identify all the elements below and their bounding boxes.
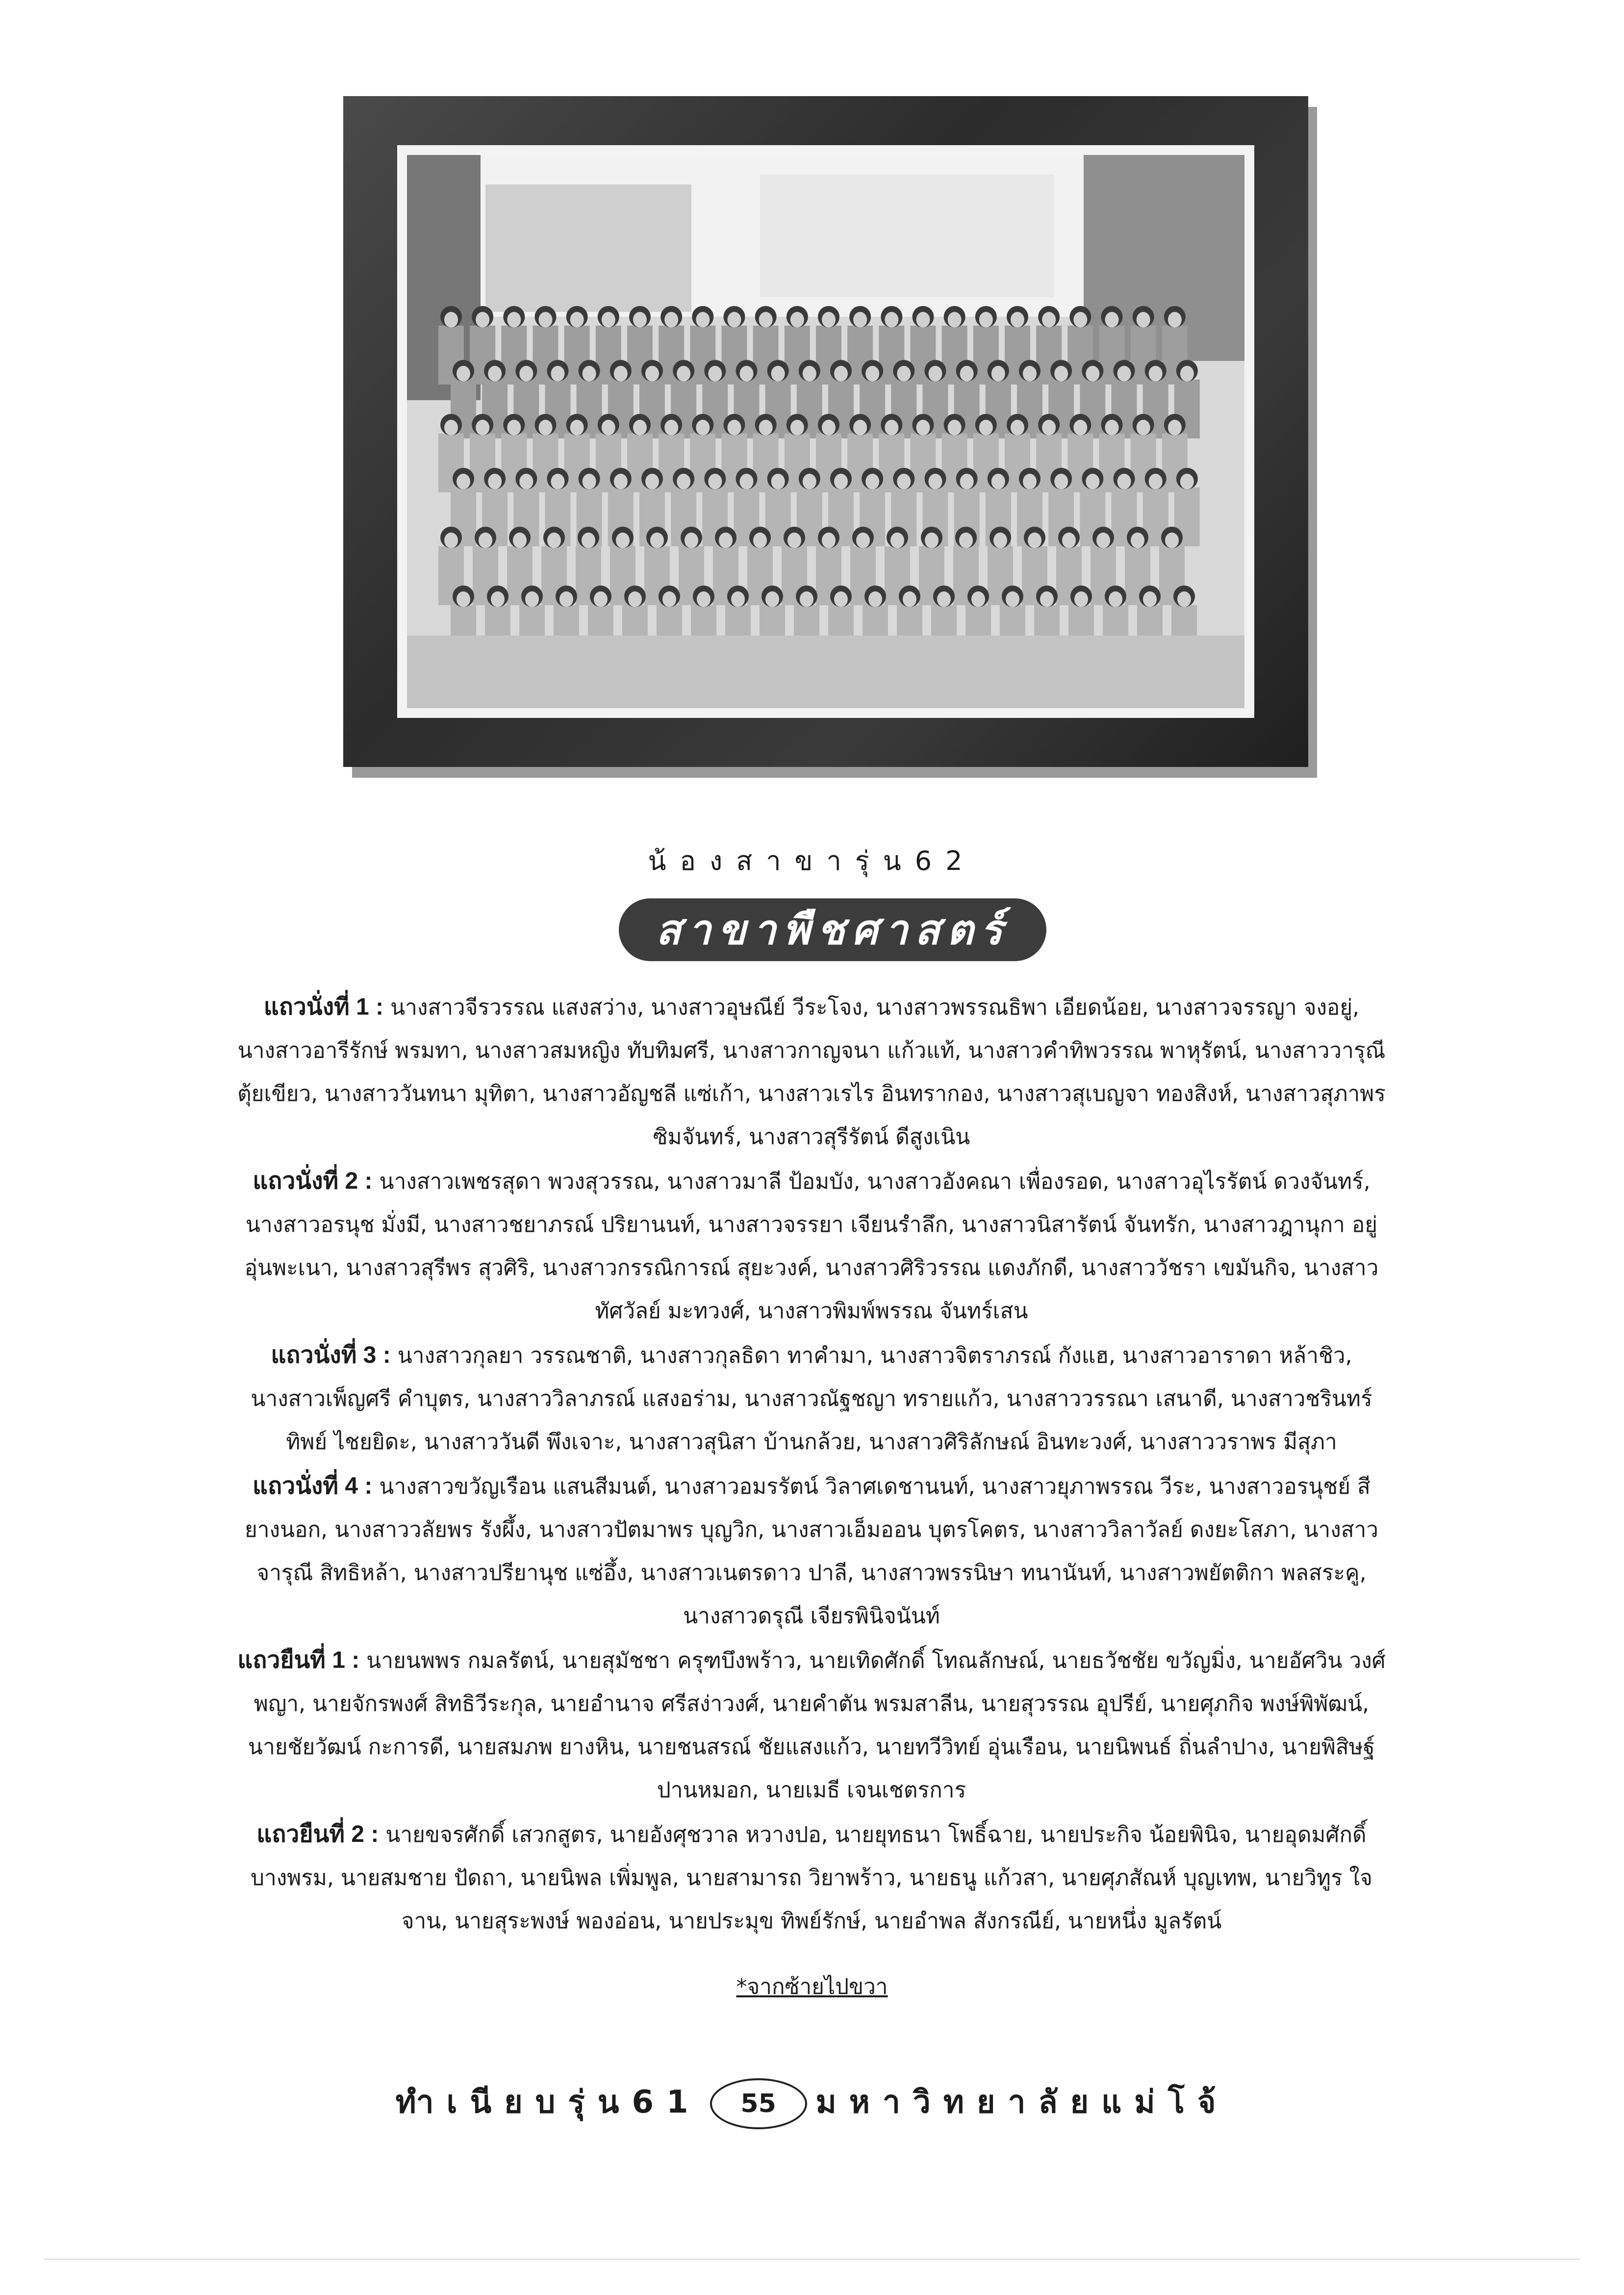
row-label: แถวยืนที่ 2 :	[256, 1821, 379, 1847]
row-names: นายขจรศักดิ์ เสวกสูตร, นายอังศุชวาล หวางปอ, นายยุทธนา โพธิ์ฉาย, นายประกิจ น้อยพินิจ, นายอุดมศักดิ์ บางพรม, นายสมชาย ปัดถา, นายนิพล เพิ่มพูล, นายสามารถ วิยาพร้าว, นายธนู แก้วสา, นายศุภสัณห์ บุญเทพ, นายวิทูร ใจจาน, นายสุระพงษ์ พองอ่อน, นายประมุข ทิพย์รักษ์, นายอำพล สังกรณีย์, นายหนึ่ง มูลรัตน์	[251, 1822, 1372, 1934]
class-photo	[407, 155, 1244, 708]
footer-left: ทำเนียบรุ่น61	[395, 2084, 701, 2120]
row-label: แถวนั่งที่ 4 :	[253, 1473, 373, 1499]
photo-mat	[397, 145, 1254, 718]
row-names: นายนพพร กมลรัตน์, นายสุมัชชา ครุฑบึงพร้าว, นายเทิดศักดิ์ โทณลักษณ์, นายธวัชชัย ขวัญมิ่ง, นายอัศวิน วงศ์พญา, นายจักรพงศ์ สิทธิวีระกุล, นายอำนาจ ศรีสง่าวงศ์, นายคำตัน พรมสาลีน, นายสุวรรณ อุปรีย์, นายศุภกิจ พงษ์พิพัฒน์, นายชัยวัฒน์ กะการดี, นายสมภพ ยางหิน, นายชนสรณ์ ชัยแสงแก้ว, นายทวีวิทย์ อุ่นเรือน, นายนิพนธ์ ถิ่นลำปาง, นายพิสิษฐ์ ปานหมอก, นายเมธี เจนเชตรการ	[248, 1648, 1386, 1803]
row-paragraph	[235, 1465, 1388, 1638]
footer-right: มหาวิทยาลัยแม่โจ้	[815, 2084, 1229, 2120]
row-names: นางสาวจีรวรรณ แสงสว่าง, นางสาวอุษณีย์ วีระโจง, นางสาวพรรณธิพา เอียดน้อย, นางสาวจรรญา จงอยู่, นางสาวอารีรักษ์ พรมทา, นางสาวสมหญิง ทับทิมศรี, นางสาวกาญจนา แก้วแท้, นางสาวคำทิพวรรณ พาหุรัตน์, นางสาววารุณี ตุ้ยเขียว, นางสาววันทนา มุทิตา, นางสาวอัญชลี แซ่เก้า, นางสาวเรไร อินทรากอง, นางสาวสุเบญจา ทองสิงห์, นางสาวสุภาพร ซิมจันทร์, นางสาวสุรีรัตน์ ดีสูงเนิน	[237, 995, 1386, 1149]
row-paragraph	[235, 1813, 1388, 1943]
subtitle: น้องสาขารุ่น62	[648, 845, 976, 876]
row-names: นางสาวเพชรสุดา พวงสุวรรณ, นางสาวมาลี ป้อมบัง, นางสาวอังคณา เพื่องรอด, นางสาวอุไรรัตน์ ดวงจันทร์, นางสาวอรนุช มั่งมี, นางสาวชยาภรณ์ ปริยานนท์, นางสาวจรรยา เจียนรำลึก, นางสาวนิสารัตน์ จันทรัก, นางสาวฎานุกา อยู่อุ่นพะเนา, นางสาวสุรีพร สุวศิริ, นางสาวกรรณิการณ์ สุยะวงค์, นางสาวศิริวรรณ แดงภักดี, นางสาววัชรา เขมันกิจ, นางสาวทัศวัลย์ มะทวงศ์, นางสาวพิมพ์พรรณ จันทร์เสน	[244, 1169, 1379, 1324]
page-title: สาขาพืชศาสตร์	[619, 898, 1046, 961]
row-label: แถวนั่งที่ 1 :	[263, 994, 384, 1020]
photo-frame	[343, 96, 1308, 767]
row-label: แถวนั่งที่ 3 :	[271, 1342, 391, 1368]
class-photo-image	[407, 155, 1244, 708]
row-names: นางสาวกุลยา วรรณชาติ, นางสาวกุลธิดา ทาคำมา, นางสาวจิตราภรณ์ กังแฮ, นางสาวอาราดา หล้าชิว, นางสาวเพ็ญศรี คำบุตร, นางสาววิลาภรณ์ แสงอร่าม, นางสาวณัฐชญา ทรายแก้ว, นางสาววรรณา เสนาดี, นางสาวชรินทร์ทิพย์ ไชยยิดะ, นางสาววันดี พึงเจาะ, นางสาวสุนิสา บ้านกล้วย, นางสาวศิริลักษณ์ อินทะวงศ์, นางสาววราพร มีสุภา	[251, 1343, 1372, 1454]
row-names: นางสาวขวัญเรือน แสนสีมนต์, นางสาวอมรรัตน์ วิลาศเดชานนท์, นางสาวยุภาพรรณ วีระ, นางสาวอรนุชย์ สียางนอก, นางสาววลัยพร รังผึ้ง, นางสาวปัตมาพร บุญวิก, นางสาวเอ็มออน บุตรโคตร, นางสาววิลาวัลย์ ดงยะโสภา, นางสาวจารุณี สิทธิหล้า, นางสาวปรียานุช แซ่อึ้ง, นางสาวเนตรดาว ปาลี, นางสาวพรรนิษา ทนานันท์, นางสาวพยัตติกา พลสระคู, นางสาวดรุณี เจียรพินิจนันท์	[244, 1474, 1379, 1629]
bottom-rule	[44, 2259, 1580, 2260]
row-paragraph	[235, 986, 1388, 1159]
row-paragraph	[235, 1160, 1388, 1333]
row-paragraph	[235, 1639, 1388, 1812]
page-footer	[0, 2077, 1624, 2129]
order-note: *จากซ้ายไปขวา	[736, 1974, 888, 1999]
name-list	[235, 986, 1388, 1944]
page-number: 55	[710, 2078, 807, 2129]
row-label: แถวนั่งที่ 2 :	[253, 1168, 373, 1194]
row-paragraph	[235, 1334, 1388, 1464]
row-label: แถวยืนที่ 1 :	[237, 1647, 360, 1673]
